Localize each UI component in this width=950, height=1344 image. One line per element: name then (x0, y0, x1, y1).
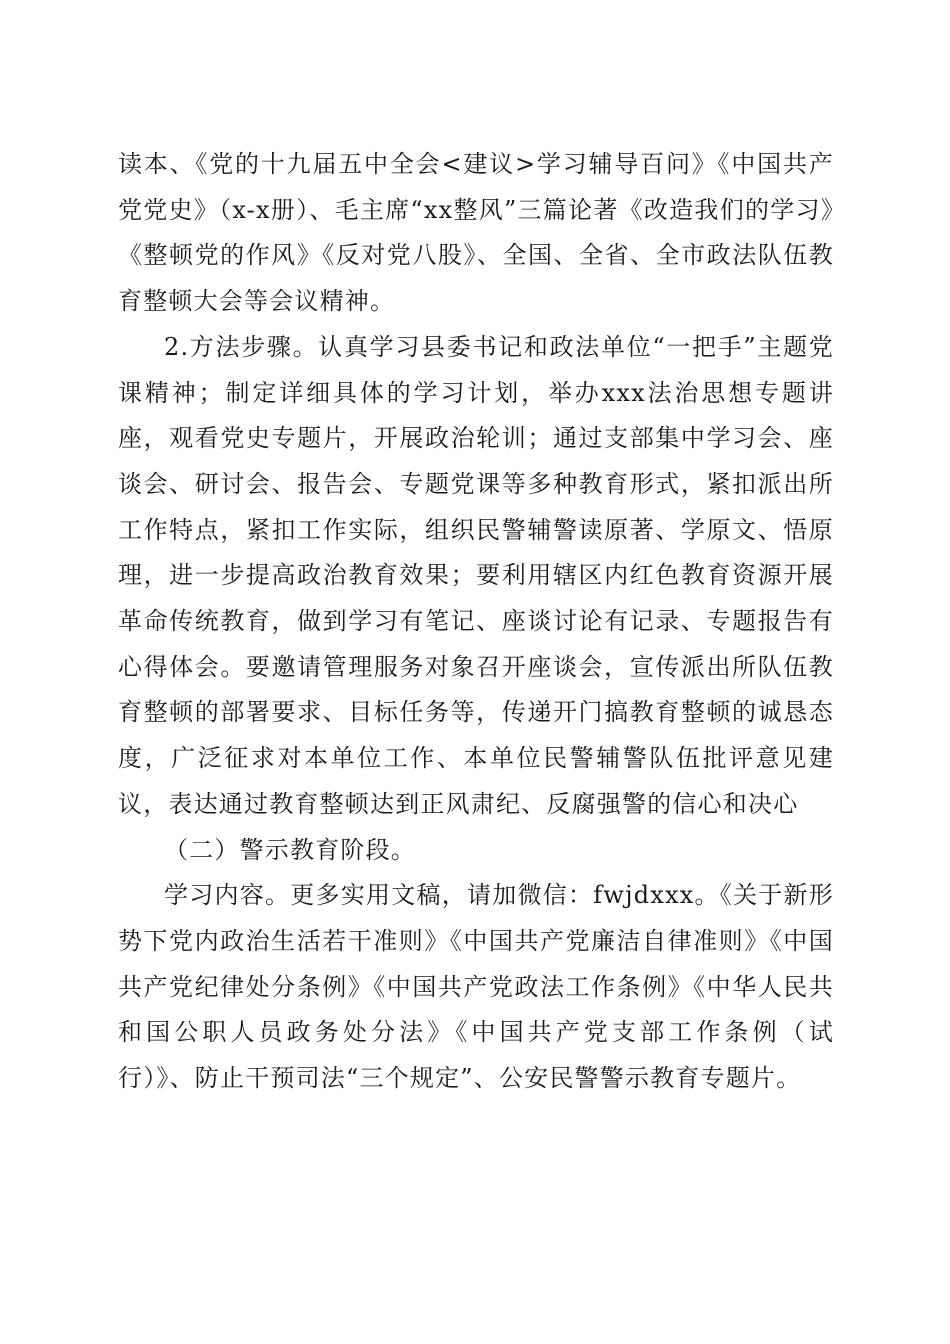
paragraph-method-steps: 2.方法步骤。认真学习县委书记和政法单位“一把手”主题党课精神；制定详细具体的学习计划，举办xxx法治思想专题讲座，观看党史专题片，开展政治轮训；通过支部集中学习会、座谈会、研讨会、报告会、专题党课等多种教育形式，紧扣派出所工作特点，紧扣工作实际，组织民警辅警读原著、学原文、悟原理，进一步提高政治教育效果；要利用辖区内红色教育资源开展革命传统教育，做到学习有笔记、座谈讨论有记录、专题报告有心得体会。要邀请管理服务对象召开座谈会，宣传派出所队伍教育整顿的部署要求、目标任务等，传递开门搞教育整顿的诚恳态度，广泛征求对本单位工作、本单位民警辅警队伍批评意见建议，表达通过教育整顿达到正风肃纪、反腐强警的信心和决心 (118, 332, 834, 818)
paragraph-study-content: 学习内容。更多实用文稿，请加微信：fwjdxxx。《关于新形势下党内政治生活若干准则》《中国共产党廉洁自律准则》《中国共产党纪律处分条例》《中国共产党政法工作条例》《中华人民共和国公职人员政务处分法》《中国共产党支部工作条例（试行）》、防止干预司法“三个规定”、公安民警警示教育专题片。 (118, 881, 834, 1093)
section-heading: （二）警示教育阶段。 (164, 835, 416, 864)
paragraph-continuation: 读本、《党的十九届五中全会<建议>学习辅导百问》《中国共产党党史》（x-x册）、毛主席“xx整风”三篇论著《改造我们的学习》《整顿党的作风》《反对党八股》、全国、全省、全市政法队伍教育整顿大会等会议精神。 (118, 150, 834, 316)
body-text (118, 142, 834, 1102)
